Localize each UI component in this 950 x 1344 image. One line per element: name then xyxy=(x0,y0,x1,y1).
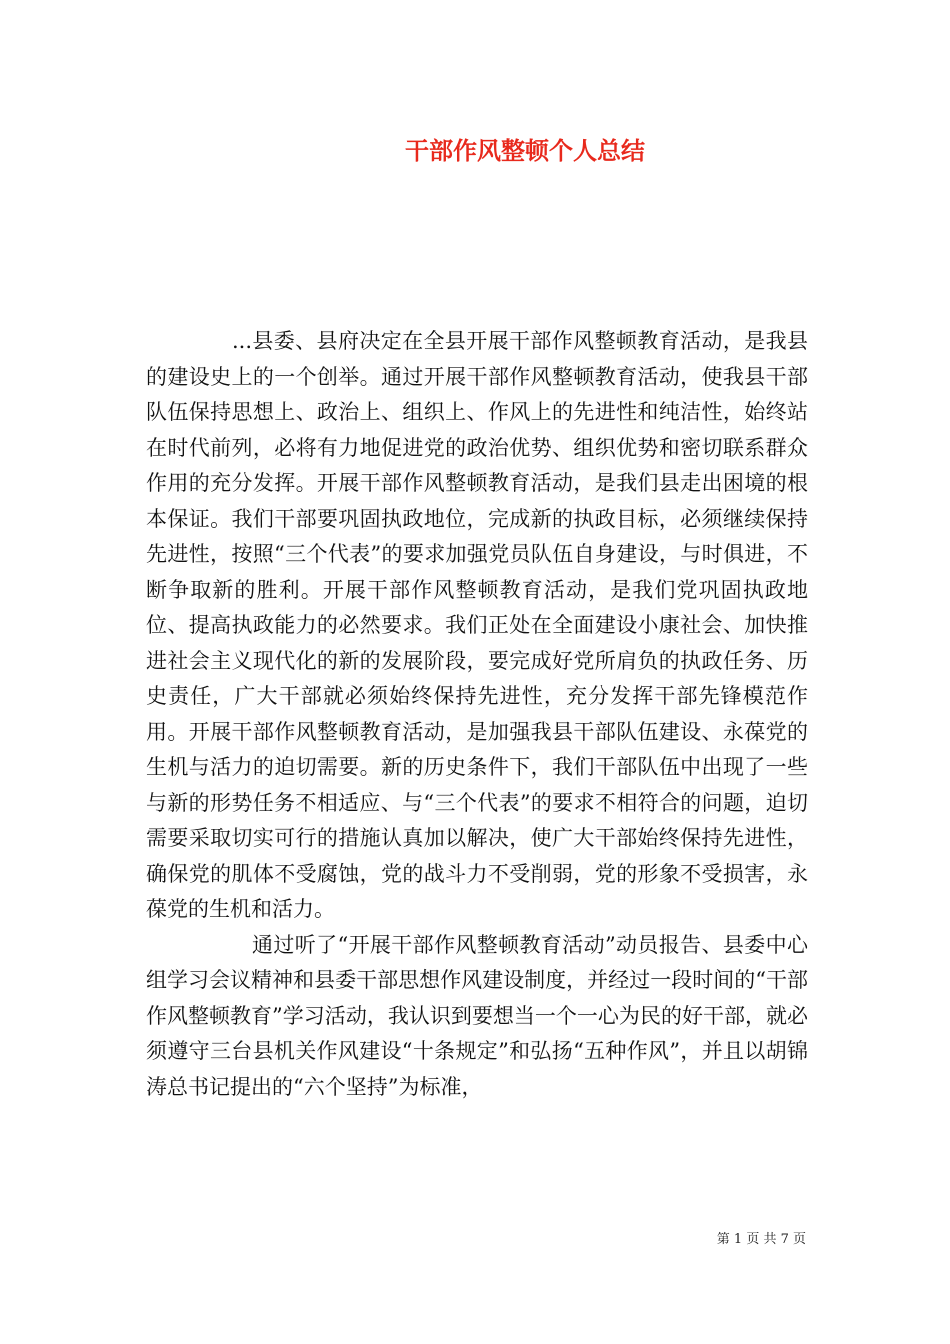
paragraph-2: 通过听了“开展干部作风整顿教育活动”动员报告、县委中心组学习会议精神和县委干部思想作风建设制度，并经过一段时间的“干部作风整顿教育”学习活动，我认识到要想当一个一心为民的好干部，就必须遵守三台县机关作风建设“十条规定”和弘扬“五种作风”，并且以胡锦涛总书记提出的“六个坚持”为标准， xyxy=(146,932,808,1099)
paragraph-1: ...县委、县府决定在全县开展干部作风整顿教育活动，是我县的建设史上的一个创举。通过开展干部作风整顿教育活动，使我县干部队伍保持思想上、政治上、组织上、作风上的先进性和纯洁性，始终站在时代前列，必将有力地促进党的政治优势、组织优势和密切联系群众作用的充分发挥。开展干部作风整顿教育活动，是我们县走出困境的根本保证。我们干部要巩固执政地位，完成新的执政目标，必须继续保持先进性，按照“三个代表”的要求加强党员队伍自身建设，与时俱进，不断争取新的胜利。开展干部作风整顿教育活动，是我们党巩固执政地位、提高执政能力的必然要求。我们正处在全面建设小康社会、加快推进社会主义现代化的新的发展阶段，要完成好党所肩负的执政任务、历史责任，广大干部就必须始终保持先进性，充分发挥干部先锋模范作用。开展干部作风整顿教育活动，是加强我县干部队伍建设、永葆党的生机与活力的迫切需要。新的历史条件下，我们干部队伍中出现了一些与新的形势任务不相适应、与“三个代表”的要求不相符合的问题，迫切需要采取切实可行的措施认真加以解决，使广大干部始终保持先进性，确保党的肌体不受腐蚀，党的战斗力不受削弱，党的形象不受损害，永葆党的生机和活力。 xyxy=(146,329,808,921)
document-title: 干部作风整顿个人总结 xyxy=(405,136,645,165)
page-number: 第 1 页 共 7 页 xyxy=(716,1232,806,1247)
document-body xyxy=(146,324,808,1105)
